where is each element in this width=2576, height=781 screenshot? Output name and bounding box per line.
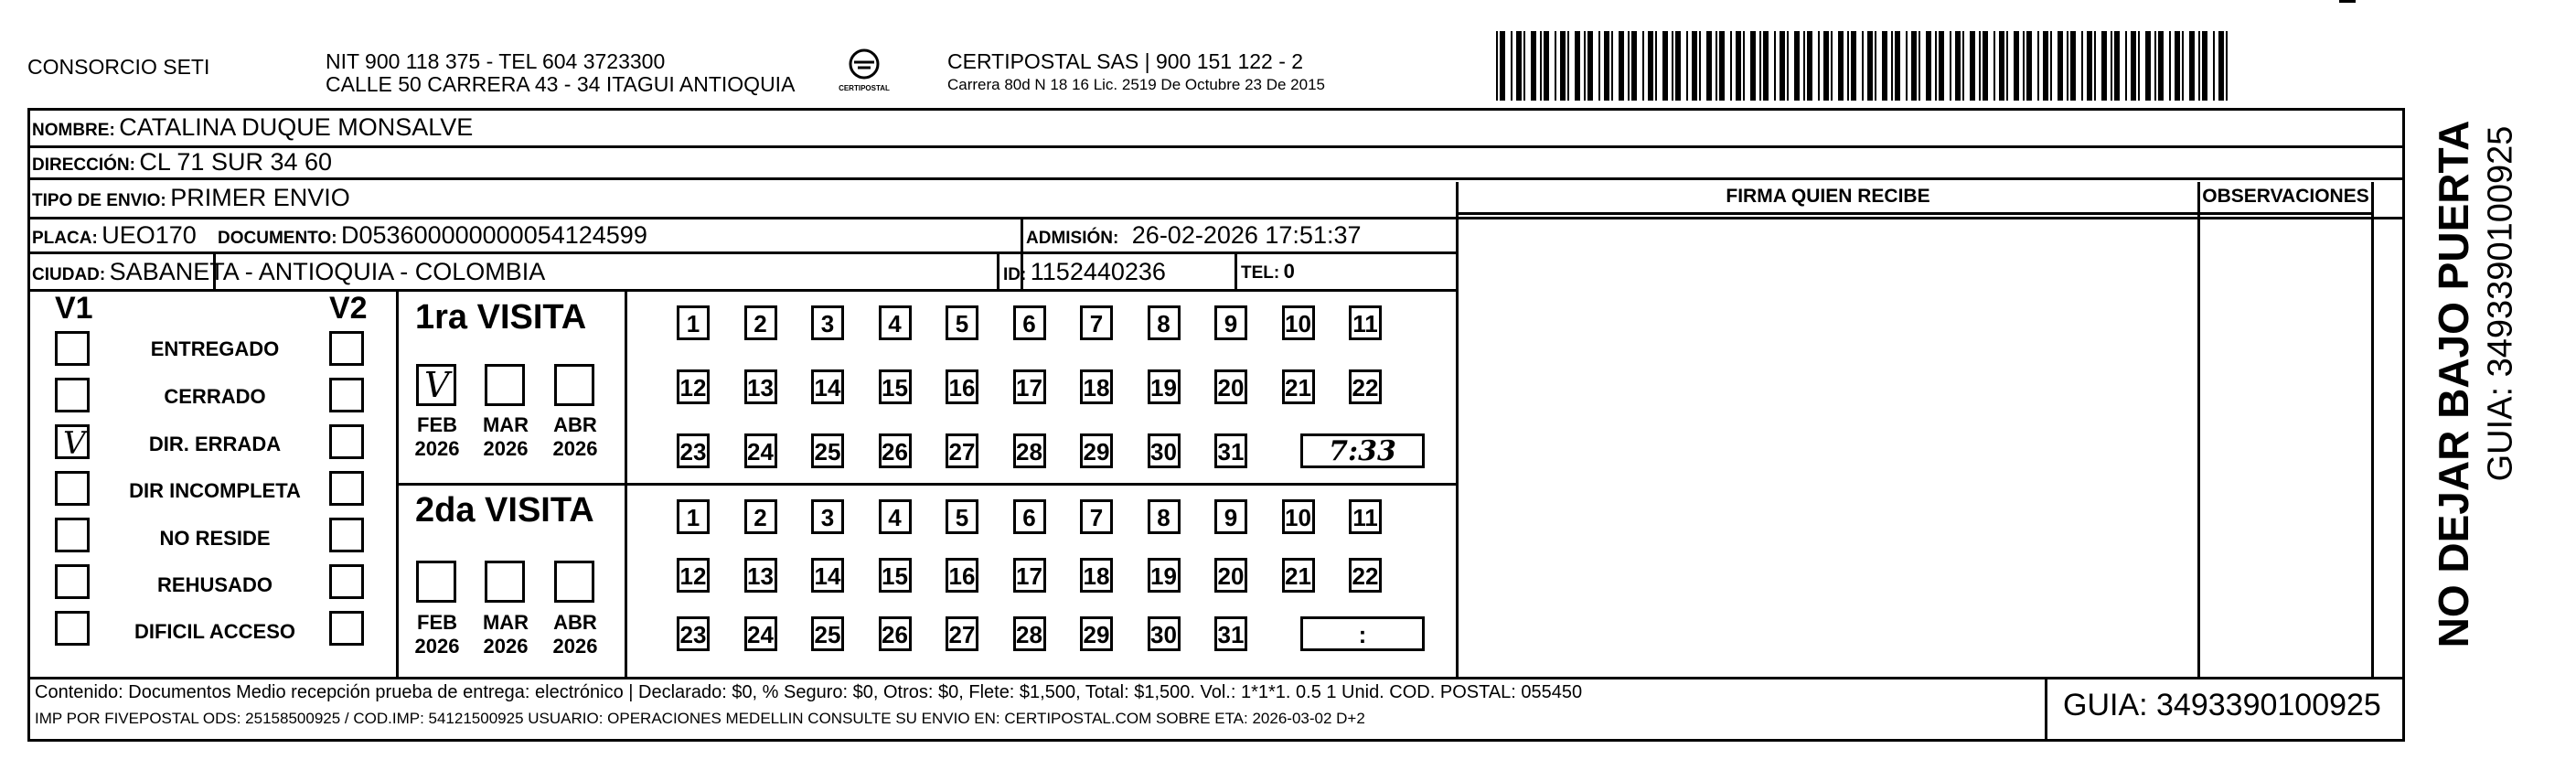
handwritten-check-mark: V xyxy=(63,425,86,462)
ciudad-value: SABANETA - ANTIOQUIA - COLOMBIA xyxy=(109,258,546,285)
barcode-bar xyxy=(2158,31,2164,101)
v1-header: V1 xyxy=(55,291,93,326)
day-box[interactable]: 17 xyxy=(1013,369,1046,404)
barcode-bar xyxy=(1531,31,1536,101)
barcode-bar xyxy=(1540,31,1542,101)
barcode-bar xyxy=(2154,31,2156,101)
month-name: MAR xyxy=(482,413,529,436)
day-box[interactable]: 24 xyxy=(744,433,777,468)
barcode-bar xyxy=(2058,31,2063,101)
rule xyxy=(1235,252,1237,289)
rule xyxy=(1456,182,1459,677)
visit1-time-box[interactable] xyxy=(1300,433,1425,468)
placa-row xyxy=(32,219,197,255)
id-label: ID: xyxy=(1003,265,1027,284)
rule xyxy=(2197,182,2200,677)
barcode-bar xyxy=(1983,31,1988,101)
day-box[interactable]: 22 xyxy=(1349,558,1382,593)
barcode-bar xyxy=(1642,31,1644,101)
admision-row xyxy=(1026,219,1362,255)
day-box[interactable]: 14 xyxy=(811,369,844,404)
day-box[interactable]: 15 xyxy=(879,558,912,593)
barcode-bar xyxy=(1891,31,1893,101)
v2-checkbox-entregado[interactable] xyxy=(329,331,364,366)
day-box[interactable]: 6 xyxy=(1013,499,1046,534)
v2-checkbox-dificil-acceso[interactable] xyxy=(329,611,364,646)
barcode-bar xyxy=(2138,31,2140,101)
corner-mark xyxy=(2339,0,2356,3)
certipostal-line1: CERTIPOSTAL SAS | 900 151 122 - 2 xyxy=(947,49,1304,73)
day-box[interactable]: 11 xyxy=(1349,499,1382,534)
day-box[interactable]: 30 xyxy=(1148,433,1181,468)
id-value: 1152440236 xyxy=(1030,258,1166,285)
barcode-bar xyxy=(1993,31,1995,101)
barcode-bar xyxy=(2087,31,2092,101)
rule xyxy=(396,483,1457,486)
v1-checkbox-no-reside[interactable] xyxy=(55,518,90,552)
rule xyxy=(27,177,2405,180)
barcode-bar xyxy=(1862,31,1864,101)
rule xyxy=(1459,212,2371,215)
side-warning: NO DEJAR BAJO PUERTA xyxy=(2430,120,2477,648)
day-box[interactable]: 11 xyxy=(1349,305,1382,340)
barcode-bar xyxy=(1567,31,1569,101)
day-box[interactable]: 29 xyxy=(1080,433,1113,468)
direccion-label: DIRECCIÓN: xyxy=(32,155,135,175)
barcode-bar xyxy=(2202,31,2207,101)
barcode-bar xyxy=(1759,31,1761,101)
visit2-month-abr xyxy=(543,611,607,658)
tipo-value: PRIMER ENVIO xyxy=(170,184,350,211)
barcode-bar xyxy=(1979,31,1981,101)
barcode-bar xyxy=(1662,31,1668,101)
visit1-month-mar xyxy=(474,413,538,461)
barcode-bar xyxy=(1619,31,1624,101)
barcode-bar xyxy=(2026,31,2032,101)
barcode-bar xyxy=(1999,31,2004,101)
barcode-bar xyxy=(1807,31,1812,101)
barcode-bar xyxy=(1787,31,1789,101)
day-box[interactable]: 12 xyxy=(677,369,710,404)
day-box[interactable]: 8 xyxy=(1148,305,1181,340)
barcode-bar xyxy=(1851,31,1856,101)
day-box[interactable]: 4 xyxy=(879,305,912,340)
day-box[interactable]: 10 xyxy=(1282,499,1315,534)
day-box[interactable]: 25 xyxy=(811,616,844,651)
barcode-bar xyxy=(1736,31,1741,101)
barcode-bar xyxy=(1838,31,1844,101)
status-label: DIR INCOMPLETA xyxy=(129,479,301,502)
visit1-title: 1ra VISITA xyxy=(415,298,587,337)
visit2-month-abr-box[interactable] xyxy=(554,561,594,603)
id-row xyxy=(1003,256,1166,292)
day-box[interactable]: 12 xyxy=(677,558,710,593)
barcode-bar xyxy=(1511,31,1512,101)
barcode xyxy=(1496,31,2228,101)
ciudad-row xyxy=(32,256,545,292)
visit2-month-feb-box[interactable] xyxy=(416,561,456,603)
visit2-month-mar-box[interactable] xyxy=(485,561,525,603)
documento-label: DOCUMENTO: xyxy=(218,229,337,248)
day-box[interactable]: 4 xyxy=(879,499,912,534)
barcode-bar xyxy=(1628,31,1630,101)
v1-checkbox-cerrado[interactable] xyxy=(55,378,90,412)
day-box[interactable]: 24 xyxy=(744,616,777,651)
status-label: ENTREGADO xyxy=(150,337,280,360)
barcode-bar xyxy=(2218,31,2224,101)
month-name: FEB xyxy=(417,413,457,436)
side-guia: GUIA: 3493390100925 xyxy=(2481,125,2520,482)
day-box[interactable]: 25 xyxy=(811,433,844,468)
visit1-month-abr xyxy=(543,413,607,461)
barcode-bar xyxy=(1867,31,1873,101)
barcode-bar xyxy=(1906,31,1908,101)
direccion-value: CL 71 SUR 34 60 xyxy=(139,148,333,176)
v1-checkbox-entregado[interactable] xyxy=(55,331,90,366)
day-box[interactable]: 31 xyxy=(1214,616,1247,651)
v1-checkbox-dir-incompleta[interactable] xyxy=(55,471,90,506)
v2-checkbox-dir-incompleta[interactable] xyxy=(329,471,364,506)
nombre-row xyxy=(32,112,473,147)
month-year: 2026 xyxy=(552,635,598,658)
barcode-bar xyxy=(2114,31,2120,101)
visit2-title: 2da VISITA xyxy=(415,491,594,530)
documento-row xyxy=(218,219,647,255)
barcode-bar xyxy=(1500,31,1505,101)
barcode-bar xyxy=(2182,31,2184,101)
day-box[interactable]: 5 xyxy=(946,305,978,340)
barcode-bar xyxy=(2175,31,2180,101)
day-box[interactable]: 2 xyxy=(744,305,777,340)
v1-checkbox-dificil-acceso[interactable] xyxy=(55,611,90,646)
day-box[interactable]: 22 xyxy=(1349,369,1382,404)
barcode-bar xyxy=(1496,31,1498,101)
barcode-bar xyxy=(1823,31,1829,101)
barcode-bar xyxy=(1672,31,1673,101)
day-box[interactable]: 20 xyxy=(1214,369,1247,404)
month-name: ABR xyxy=(553,611,597,634)
day-box[interactable]: 29 xyxy=(1080,616,1113,651)
barcode-bar xyxy=(1939,31,1944,101)
logo-caption: CERTIPOSTAL xyxy=(839,84,890,92)
barcode-bar xyxy=(1955,31,1961,101)
day-box[interactable]: 2 xyxy=(744,499,777,534)
nombre-label: NOMBRE: xyxy=(32,121,115,140)
day-box[interactable]: 5 xyxy=(946,499,978,534)
day-box[interactable]: 13 xyxy=(744,369,777,404)
company-name: CONSORCIO SETI xyxy=(27,55,210,79)
admision-value: 26-02-2026 17:51:37 xyxy=(1131,221,1362,249)
day-box[interactable]: 7 xyxy=(1080,305,1113,340)
footer-contents-line: Contenido: Documentos Medio recepción prueba de entrega: electrónico | Declarado: $0, % Seguro: $0, Otros: $0, Flete: $1,500, Total: $1,500. Vol.: 1*1*1. 0.5 1 Unid. COD. POSTAL: 055450 xyxy=(35,682,1583,702)
barcode-bar xyxy=(1611,31,1613,101)
barcode-bar xyxy=(2014,31,2019,101)
status-label: DIFICIL ACCESO xyxy=(134,620,295,643)
rule xyxy=(997,252,999,289)
barcode-bar xyxy=(1847,31,1849,101)
barcode-bar xyxy=(1911,31,1917,101)
day-box[interactable]: 18 xyxy=(1080,558,1113,593)
barcode-bar xyxy=(2131,31,2136,101)
barcode-bar xyxy=(1935,31,1937,101)
day-box[interactable]: 30 xyxy=(1148,616,1181,651)
day-box[interactable]: 13 xyxy=(744,558,777,593)
observaciones-header: OBSERVACIONES xyxy=(2202,186,2369,207)
barcode-bar xyxy=(2226,31,2228,101)
v1-checkbox-rehusado[interactable] xyxy=(55,564,90,599)
status-label: DIR. ERRADA xyxy=(148,433,282,455)
certipostal-line2: Carrera 80d N 18 16 Lic. 2519 De Octubre 23 De 2015 xyxy=(947,76,1325,93)
barcode-bar xyxy=(2067,31,2068,101)
visit2-month-feb xyxy=(405,611,469,658)
barcode-bar xyxy=(2094,31,2096,101)
day-box[interactable]: 14 xyxy=(811,558,844,593)
barcode-bar xyxy=(1950,31,1951,101)
day-box[interactable]: 27 xyxy=(946,433,978,468)
barcode-bar xyxy=(1706,31,1712,101)
day-box[interactable]: 1 xyxy=(677,305,710,340)
barcode-bar xyxy=(1750,31,1756,101)
day-box[interactable]: 28 xyxy=(1013,433,1046,468)
status-label: NO RESIDE xyxy=(159,527,271,550)
footer-guia: GUIA: 3493390100925 xyxy=(2063,688,2381,722)
barcode-bar xyxy=(2213,31,2215,101)
barcode-bar xyxy=(2043,31,2048,101)
day-box[interactable]: 3 xyxy=(811,499,844,534)
barcode-bar xyxy=(1575,31,1580,101)
barcode-bar xyxy=(2145,31,2151,101)
status-label: CERRADO xyxy=(164,385,266,408)
day-box[interactable]: 21 xyxy=(1282,369,1315,404)
month-year: 2026 xyxy=(414,437,460,460)
day-box[interactable]: 16 xyxy=(946,369,978,404)
v2-checkbox-cerrado[interactable] xyxy=(329,378,364,412)
barcode-bar xyxy=(1730,31,1732,101)
day-box[interactable]: 27 xyxy=(946,616,978,651)
barcode-bar xyxy=(1692,31,1697,101)
barcode-bar xyxy=(1794,31,1800,101)
rule xyxy=(27,677,2405,679)
barcode-bar xyxy=(2111,31,2112,101)
barcode-bar xyxy=(1970,31,1975,101)
barcode-bar xyxy=(1686,31,1688,101)
footer-print-line: IMP POR FIVEPOSTAL ODS: 25158500925 / COD.IMP: 54121500925 USUARIO: OPERACIONES MEDELLIN CONSULTE SU ENVIO EN: CERTIPOSTAL.COM SOBRE ETA: 2026-03-02 D+2 xyxy=(35,710,1365,727)
firma-header: FIRMA QUIEN RECIBE xyxy=(1726,186,1930,207)
barcode-bar xyxy=(2070,31,2076,101)
handwritten-check-mark: V xyxy=(424,365,450,405)
visit2-time-box[interactable] xyxy=(1300,616,1425,651)
day-box[interactable]: 31 xyxy=(1214,433,1247,468)
v2-header: V2 xyxy=(329,291,368,326)
day-box[interactable]: 17 xyxy=(1013,558,1046,593)
nit-line: NIT 900 118 375 - TEL 604 3723300 xyxy=(326,49,666,73)
barcode-bar xyxy=(1763,31,1769,101)
day-box[interactable]: 26 xyxy=(879,616,912,651)
barcode-bar xyxy=(2050,31,2052,101)
day-box[interactable]: 21 xyxy=(1282,558,1315,593)
tipo-label: TIPO DE ENVIO: xyxy=(32,191,166,210)
barcode-bar xyxy=(1895,31,1900,101)
placa-label: PLACA: xyxy=(32,229,98,248)
address-line: CALLE 50 CARRERA 43 - 34 ITAGUI ANTIOQUIA xyxy=(326,72,796,96)
barcode-bar xyxy=(1919,31,1920,101)
day-box[interactable]: 7 xyxy=(1080,499,1113,534)
barcode-bar xyxy=(1604,31,1609,101)
barcode-bar xyxy=(1962,31,1964,101)
visit1-month-abr-box[interactable] xyxy=(554,364,594,406)
nombre-value: CATALINA DUQUE MONSALVE xyxy=(119,113,474,141)
barcode-bar xyxy=(2169,31,2171,101)
day-box[interactable]: 23 xyxy=(677,616,710,651)
direccion-row xyxy=(32,146,332,182)
tel-label: TEL: xyxy=(1241,263,1280,283)
month-year: 2026 xyxy=(483,437,529,460)
rule xyxy=(2045,677,2047,742)
barcode-bar xyxy=(1716,31,1717,101)
barcode-bar xyxy=(1598,31,1600,101)
visit1-month-mar-box[interactable] xyxy=(485,364,525,406)
month-name: MAR xyxy=(482,611,529,634)
day-box[interactable]: 16 xyxy=(946,558,978,593)
barcode-bar xyxy=(2189,31,2195,101)
day-box[interactable]: 8 xyxy=(1148,499,1181,534)
time-separator: : xyxy=(1358,621,1367,648)
visit1-month-feb-box[interactable] xyxy=(416,364,456,406)
certipostal-logo xyxy=(832,46,896,101)
barcode-bar xyxy=(1803,31,1805,101)
barcode-bar xyxy=(2125,31,2127,101)
barcode-bar xyxy=(1587,31,1593,101)
day-box[interactable]: 10 xyxy=(1282,305,1315,340)
barcode-bar xyxy=(1655,31,1657,101)
barcode-bar xyxy=(1743,31,1745,101)
day-box[interactable]: 19 xyxy=(1148,558,1181,593)
v2-checkbox-no-reside[interactable] xyxy=(329,518,364,552)
barcode-bar xyxy=(2006,31,2008,101)
admision-label: ADMISIÓN: xyxy=(1026,229,1119,248)
barcode-bar xyxy=(1648,31,1653,101)
barcode-bar xyxy=(1831,31,1833,101)
barcode-bar xyxy=(2037,31,2039,101)
day-box[interactable]: 23 xyxy=(677,433,710,468)
month-name: FEB xyxy=(417,611,457,634)
barcode-bar xyxy=(1584,31,1586,101)
day-box[interactable]: 9 xyxy=(1214,305,1247,340)
barcode-bar xyxy=(2101,31,2107,101)
barcode-bar xyxy=(2198,31,2200,101)
barcode-bar xyxy=(2023,31,2025,101)
barcode-bar xyxy=(1560,31,1566,101)
month-year: 2026 xyxy=(483,635,529,658)
barcode-bar xyxy=(2081,31,2083,101)
day-box[interactable]: 9 xyxy=(1214,499,1247,534)
handwritten-time: 7:33 xyxy=(1329,435,1396,467)
barcode-bar xyxy=(1926,31,1931,101)
barcode-bar xyxy=(1882,31,1887,101)
tel-value: 0 xyxy=(1283,260,1295,283)
barcode-bar xyxy=(1631,31,1637,101)
barcode-bar xyxy=(1516,31,1522,101)
barcode-bar xyxy=(1875,31,1876,101)
day-box[interactable]: 6 xyxy=(1013,305,1046,340)
rule xyxy=(2371,182,2374,677)
barcode-bar xyxy=(1774,31,1776,101)
day-box[interactable]: 15 xyxy=(879,369,912,404)
day-box[interactable]: 20 xyxy=(1214,558,1247,593)
day-box[interactable]: 18 xyxy=(1080,369,1113,404)
barcode-bar xyxy=(1555,31,1556,101)
month-name: ABR xyxy=(553,413,597,436)
day-box[interactable]: 1 xyxy=(677,499,710,534)
barcode-bar xyxy=(1818,31,1820,101)
tipo-row xyxy=(32,182,350,218)
day-box[interactable]: 26 xyxy=(879,433,912,468)
month-year: 2026 xyxy=(552,437,598,460)
barcode-bar xyxy=(1523,31,1525,101)
barcode-bar xyxy=(1544,31,1549,101)
visit1-month-feb xyxy=(405,413,469,461)
v2-checkbox-dir-errada[interactable] xyxy=(329,424,364,459)
day-box[interactable]: 3 xyxy=(811,305,844,340)
visit2-month-mar xyxy=(474,611,538,658)
day-box[interactable]: 28 xyxy=(1013,616,1046,651)
barcode-bar xyxy=(1719,31,1725,101)
tel-row xyxy=(1241,256,1295,290)
barcode-bar xyxy=(1699,31,1701,101)
barcode-bar xyxy=(1780,31,1785,101)
ciudad-label: CIUDAD: xyxy=(32,265,106,284)
placa-value: UEO170 xyxy=(102,221,197,249)
v1-checkbox-dir-errada[interactable] xyxy=(55,424,90,462)
documento-value: D053600000000054124599 xyxy=(341,221,647,249)
barcode-bar xyxy=(1675,31,1681,101)
day-box[interactable]: 19 xyxy=(1148,369,1181,404)
v2-checkbox-rehusado[interactable] xyxy=(329,564,364,599)
month-year: 2026 xyxy=(414,635,460,658)
status-label: REHUSADO xyxy=(157,573,273,596)
